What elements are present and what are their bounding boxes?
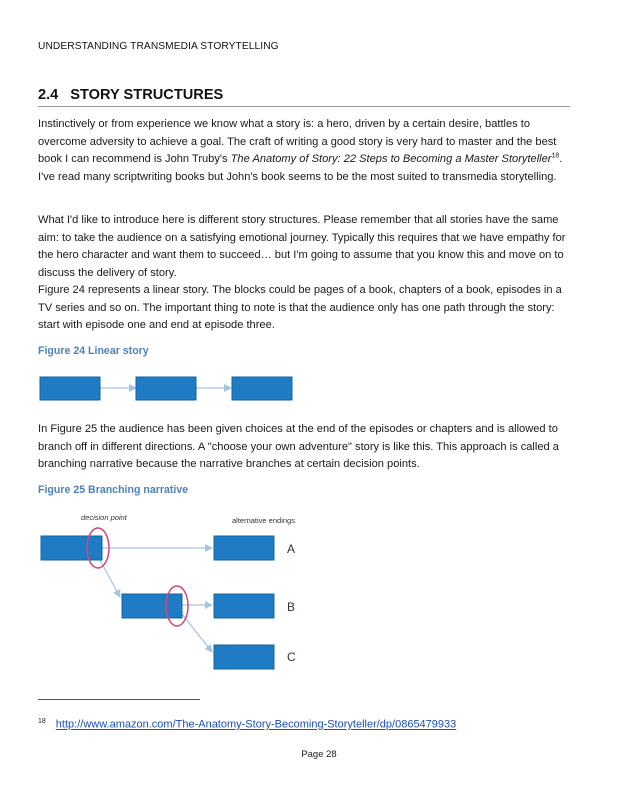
section-heading [38,87,570,107]
paragraph-structures: What I'd like to introduce here is different story structures. Please remember that all stories have the same aim: to take the audience on a satisfying emotional journey. Typically this requires that we have empathy for the hero character and want them to succeed… but I'm going to assume that you know this and move on to discuss the delivery of story. [38,214,566,279]
paragraph-intro [38,116,578,169]
paragraph-scriptwriting: I've read many scriptwriting books but John's book seems to be the most suited to transmedia storytelling. [38,171,557,183]
linear-block-episode-1 [40,377,100,400]
paragraph-branching: In Figure 25 the audience has been given choices at the end of the episodes or chapters and is allowed to branch off in different directions. A "choose your own adventure" story is like this. This approach is called a branching narrative because the narrative branches at certain decision points. [38,423,559,471]
branch-block-middle [122,594,182,618]
decision-point-circle-1 [87,528,109,568]
decision-point-circle-2 [166,586,188,626]
footnote-reference[interactable]: 18 [551,152,560,160]
footnote-divider [38,699,200,700]
page-number: Page 28 [301,749,337,760]
ending-label-b: B [287,600,296,614]
footnote [38,718,456,731]
decision-point-label: decision point [81,513,127,522]
branch-block-start [41,536,102,560]
footnote-number: 18 [38,718,46,725]
paragraph-intro-text: Instinctively or from experience we know what a story is: a hero, driven by a certain desire, battles to overcome adversity to achieve a goal. The craft of writing a good story is very hard to master and the best book I can recommend is John Truby's [38,118,557,166]
arrow-middle-to-c [182,614,212,652]
ending-label-a: A [287,542,296,556]
book-title: The Anatomy of Story: 22 Steps to Becoming a Master Storyteller [230,153,552,166]
ending-label-c: C [287,650,296,664]
branch-block-ending-b [214,594,274,618]
footnote-link[interactable]: http://www.amazon.com/The-Anatomy-Story-Becoming-Storyteller/dp/0865479933 [55,718,457,731]
linear-block-episode-3 [232,377,292,400]
figure-25-caption: Figure 25 Branching narrative [38,484,189,496]
running-header: UNDERSTANDING TRANSMEDIA STORYTELLING [38,41,279,52]
arrow-start-to-middle [100,560,120,597]
branch-block-ending-c [214,645,274,669]
branch-block-ending-a [214,536,274,560]
branch-connectors [100,548,212,652]
section-title-text: STORY STRUCTURES [70,87,224,103]
paragraph-linear: Figure 24 represents a linear story. The blocks could be pages of a book, chapters of a book, episodes in a TV series and so on. The important thing to note is that the audience only has one path through the story: start with episode one and end at episode three. [38,284,562,332]
alternative-endings-label: alternative endings [232,516,295,525]
paragraph-intro-end: . [559,153,563,166]
figure-24-caption: Figure 24 Linear story [38,345,149,357]
section-number: 2.4 [38,87,59,103]
linear-block-episode-2 [136,377,196,400]
